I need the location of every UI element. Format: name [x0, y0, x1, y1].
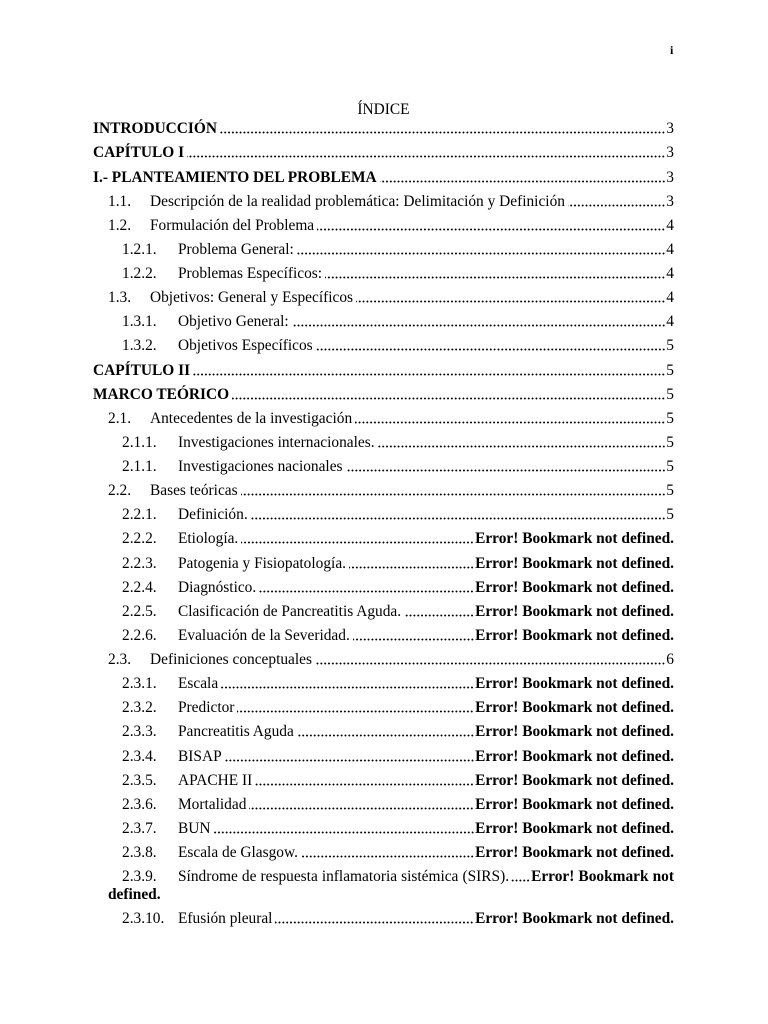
- dot-leader: [325, 265, 665, 283]
- toc-entry: [93, 289, 674, 307]
- dot-leader: [259, 579, 474, 597]
- dot-leader: [317, 217, 665, 235]
- toc-entry-title: BUN: [178, 819, 211, 837]
- toc-entry: [93, 362, 674, 380]
- toc-entry-page: 3: [666, 120, 674, 138]
- dot-leader: [292, 313, 666, 331]
- toc-entry-title: Antecedentes de la investigación: [150, 409, 353, 427]
- toc-entry: [93, 144, 674, 162]
- toc-entry-title: Síndrome de respuesta inflamatoria sistémica (SIRS).: [178, 868, 510, 886]
- toc-entry-number: 2.3.: [108, 651, 132, 668]
- toc-entry-title: APACHE II: [178, 771, 253, 789]
- toc-entry-title: Pancreatitis Aguda: [178, 723, 294, 741]
- toc-entry: [93, 458, 674, 476]
- toc-entry-page: 5: [666, 385, 674, 403]
- toc-entry-number: 2.3.10.: [122, 909, 165, 927]
- toc-entry-page: 4: [666, 240, 674, 258]
- toc-entry-number: 1.2.1.: [122, 240, 157, 258]
- toc-entry-page: Error! Bookmark not defined.: [475, 675, 674, 693]
- toc-entry: [93, 193, 674, 211]
- dot-leader: [237, 699, 474, 717]
- toc-entry-page: Error! Bookmark not defined.: [475, 699, 674, 717]
- toc-entry-title: Clasificación de Pancreatitis Aguda.: [178, 602, 402, 620]
- toc-entry-page: Error! Bookmark not defined.: [475, 554, 674, 572]
- toc-entry-title: Definiciones conceptuales: [150, 651, 312, 668]
- toc-entry-number: 2.3.2.: [122, 699, 157, 717]
- dot-leader: [349, 555, 474, 573]
- toc-entry: [93, 410, 674, 428]
- toc-entry-title: Problemas Específicos:: [178, 265, 323, 282]
- toc-entry-page: Error! Bookmark not defined.: [475, 844, 674, 861]
- dot-leader: [297, 723, 474, 741]
- toc-entry-page: 5: [666, 337, 674, 355]
- table-of-contents: [93, 101, 674, 934]
- toc-entry-page: 3: [666, 192, 674, 210]
- toc-entry-title: Formulación del Problema: [150, 216, 315, 234]
- toc-entry-page: Error! Bookmark not defined.: [475, 795, 674, 813]
- toc-entry: [93, 820, 674, 838]
- toc-entry-title: Etiología.: [178, 530, 239, 548]
- toc-entry-title: Predictor: [178, 699, 235, 717]
- toc-entry: [93, 506, 674, 524]
- toc-entry: [93, 241, 674, 259]
- toc-entry: [93, 603, 674, 621]
- toc-entry: [93, 530, 674, 548]
- toc-entry-title: Objetivos: General y Específicos: [150, 289, 354, 307]
- toc-entry-page: 4: [666, 265, 674, 282]
- toc-entry-page: Error! Bookmark not defined.: [475, 602, 674, 620]
- dot-leader: [220, 120, 665, 138]
- toc-entry-title: CAPÍTULO II: [93, 361, 191, 379]
- toc-entry-page: 6: [666, 651, 674, 668]
- dot-leader: [380, 169, 666, 187]
- dot-leader: [346, 458, 666, 476]
- toc-entry: [93, 748, 674, 766]
- toc-entry-number: 2.3.9.: [122, 868, 157, 886]
- toc-entry-page: 5: [666, 458, 674, 475]
- dot-leader: [241, 482, 666, 500]
- toc-entry-number: 2.3.5.: [122, 771, 157, 789]
- toc-entry-title: BISAP: [178, 747, 222, 765]
- dot-leader: [356, 289, 665, 307]
- toc-entry-number: 2.2.6.: [122, 626, 157, 644]
- toc-entry-number: 2.3.8.: [122, 844, 157, 861]
- dot-leader: [275, 910, 474, 928]
- toc-entry-page: Error! Bookmark not defined.: [475, 819, 674, 837]
- toc-entry-number: 2.3.3.: [122, 723, 157, 741]
- toc-entry-page: Error! Bookmark not defined.: [475, 626, 674, 644]
- toc-entry-number: 1.1.: [108, 192, 132, 210]
- toc-entry-title: Investigaciones nacionales: [178, 458, 343, 475]
- dot-leader: [404, 603, 474, 621]
- toc-entry-title: Descripción de la realidad problemática: Delimitación y Definición: [150, 192, 565, 210]
- toc-entry-title: CAPÍTULO I: [93, 144, 185, 162]
- toc-entry-number: 2.3.1.: [122, 675, 157, 693]
- toc-entry-number: 2.3.6.: [122, 795, 157, 813]
- toc-entry: [93, 675, 674, 693]
- toc-entry-title: Escala: [178, 675, 219, 693]
- toc-entry: [93, 386, 674, 404]
- dot-leader: [221, 675, 474, 693]
- dot-leader: [225, 748, 474, 766]
- toc-entry-number: 2.2.5.: [122, 602, 157, 620]
- toc-entry-title: Escala de Glasgow.: [178, 844, 298, 861]
- toc-entry-title: Evaluación de la Severidad.: [178, 626, 350, 644]
- toc-entry-title: Efusión pleural: [178, 909, 273, 927]
- toc-entry-page: 4: [666, 313, 674, 331]
- toc-entry-page: Error! Bookmark not defined.: [108, 868, 674, 903]
- toc-entry-page: 3: [666, 168, 674, 186]
- toc-entry-page: 5: [666, 482, 674, 500]
- toc-entry-page: 5: [666, 433, 674, 451]
- toc-entry-number: 2.3.7.: [122, 819, 157, 837]
- toc-entry-page: Error! Bookmark not defined.: [475, 578, 674, 596]
- toc-entry-title: Problema General:: [178, 240, 294, 258]
- toc-entry-page: 5: [666, 409, 674, 427]
- toc-entry-number: 1.3.2.: [122, 337, 157, 355]
- dot-leader: [241, 530, 474, 548]
- toc-entry-number: 2.3.4.: [122, 747, 157, 765]
- dot-leader: [301, 844, 474, 862]
- dot-leader: [378, 434, 666, 452]
- toc-entry: [93, 651, 674, 669]
- dot-leader: [297, 241, 665, 259]
- dot-leader: [510, 868, 530, 886]
- toc-entry: [93, 868, 674, 903]
- toc-entry-number: 2.1.1.: [122, 433, 157, 451]
- toc-entry-page: Error! Bookmark not defined.: [475, 747, 674, 765]
- dot-leader: [353, 627, 474, 645]
- toc-entry: [93, 482, 674, 500]
- dot-leader: [568, 193, 665, 211]
- toc-entry-title: Definición.: [178, 506, 248, 524]
- toc-entry-number: 2.2.1.: [122, 506, 157, 524]
- toc-entry-page: 4: [666, 289, 674, 307]
- dot-leader: [251, 506, 666, 524]
- toc-entry: [93, 217, 674, 235]
- toc-entry: [93, 627, 674, 645]
- toc-entry-number: 2.1.: [108, 409, 132, 427]
- toc-entry-number: 1.3.1.: [122, 313, 157, 331]
- toc-entry-page: 3: [666, 144, 674, 162]
- toc-entry-page: Error! Bookmark not defined.: [475, 723, 674, 741]
- toc-entry-page: Error! Bookmark not defined.: [475, 909, 674, 927]
- toc-entry-title: Mortalidad: [178, 795, 247, 813]
- toc-entry-number: 2.2.2.: [122, 530, 157, 548]
- dot-leader: [355, 410, 665, 428]
- toc-entry: [93, 434, 674, 452]
- toc-entry: [93, 120, 674, 138]
- toc-entry-number: 1.3.: [108, 289, 132, 307]
- toc-entry-title: Objetivos Específicos: [178, 337, 313, 355]
- dot-leader: [232, 386, 665, 404]
- toc-entry-title: Bases teóricas: [150, 482, 238, 500]
- toc-entry: [93, 337, 674, 355]
- dot-leader: [316, 337, 666, 355]
- toc-entry-number: 2.1.1.: [122, 458, 157, 475]
- toc-entry-number: 2.2.: [108, 482, 132, 500]
- toc-entry-title: Diagnóstico.: [178, 578, 257, 596]
- toc-entry: [93, 796, 674, 814]
- dot-leader: [255, 772, 474, 790]
- toc-entry-list: [93, 120, 674, 927]
- toc-entry: [93, 265, 674, 283]
- toc-entry-page: 5: [666, 506, 674, 524]
- dot-leader: [315, 651, 665, 669]
- toc-entry: [93, 723, 674, 741]
- dot-leader: [214, 820, 475, 838]
- toc-entry-page: Error! Bookmark not defined.: [475, 530, 674, 548]
- dot-leader: [193, 362, 665, 380]
- dot-leader: [249, 796, 474, 814]
- toc-entry-page: 5: [666, 361, 674, 379]
- toc-entry-page: 4: [666, 216, 674, 234]
- toc-entry: [93, 313, 674, 331]
- toc-entry: [93, 555, 674, 573]
- dot-leader: [187, 144, 665, 162]
- toc-entry: [93, 169, 674, 187]
- toc-entry: [93, 579, 674, 597]
- toc-heading: ÍNDICE: [357, 101, 410, 119]
- toc-entry: [93, 910, 674, 928]
- toc-entry-number: 1.2.2.: [122, 265, 157, 282]
- toc-entry-title: Objetivo General:: [178, 313, 289, 331]
- toc-entry-title: MARCO TEÓRICO: [93, 385, 230, 403]
- toc-entry-page: Error! Bookmark not defined.: [475, 771, 674, 789]
- toc-entry-title: I.- PLANTEAMIENTO DEL PROBLEMA: [93, 168, 377, 186]
- toc-entry-title: Patogenia y Fisiopatología.: [178, 554, 346, 572]
- toc-entry-title: INTRODUCCIÓN: [93, 120, 217, 138]
- page-number: i: [670, 43, 674, 57]
- toc-entry: [93, 699, 674, 717]
- toc-entry-number: 2.2.3.: [122, 554, 157, 572]
- toc-entry: [93, 772, 674, 790]
- toc-entry-number: 1.2.: [108, 216, 132, 234]
- toc-entry-title: Investigaciones internacionales.: [178, 433, 375, 451]
- toc-entry-number: 2.2.4.: [122, 578, 157, 596]
- toc-entry: [93, 844, 674, 862]
